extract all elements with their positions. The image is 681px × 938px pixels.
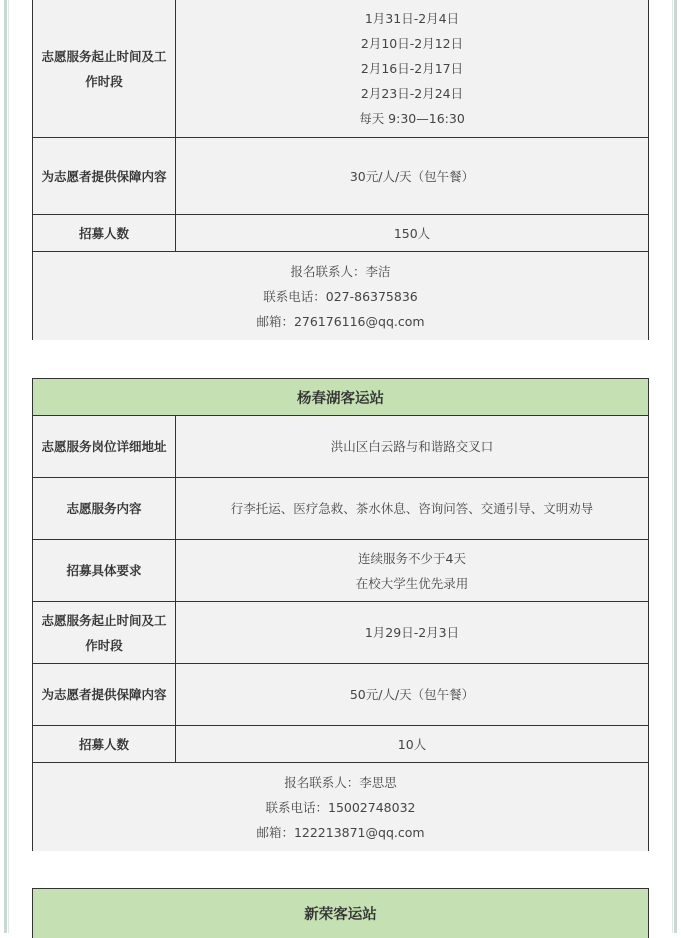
table-row	[32, 540, 649, 602]
requirement-text: 连续服务不少于4天	[358, 550, 466, 566]
row-label: 招募人数	[33, 726, 176, 762]
row-value	[176, 416, 648, 477]
date-range: 1月31日-2月4日	[364, 11, 460, 26]
section-spacer	[32, 340, 649, 378]
date-range: 2月10日-2月12日	[360, 36, 464, 51]
row-label: 志愿服务内容	[33, 478, 176, 539]
table-row	[32, 0, 649, 138]
table-row	[32, 664, 649, 726]
requirement-text: 在校大学生优先录用	[355, 575, 469, 591]
contact-info	[32, 252, 649, 340]
contact-phone[interactable]: 联系电话：15002748032	[265, 799, 416, 815]
row-value	[176, 664, 648, 725]
section-spacer	[32, 851, 649, 888]
table-row	[32, 215, 649, 252]
row-label: 招募人数	[33, 215, 176, 251]
page-frame-left	[4, 0, 7, 933]
address-text: 洪山区白云路与和谐路交叉口	[330, 439, 494, 454]
row-value	[176, 602, 648, 663]
table-row	[32, 478, 649, 540]
row-label: 为志愿者提供保障内容	[33, 138, 176, 214]
table-row	[32, 416, 649, 478]
row-label: 为志愿者提供保障内容	[33, 664, 176, 725]
row-label: 志愿服务岗位详细地址	[33, 416, 176, 477]
contact-email[interactable]: 邮箱：276176116@qq.com	[256, 313, 425, 329]
row-label: 志愿服务起止时间及工作时段	[33, 0, 176, 137]
contact-person: 报名联系人：李洁	[290, 263, 391, 279]
headcount-text: 10人	[397, 736, 427, 752]
station-title: 杨春湖客运站	[32, 378, 649, 416]
table-row	[32, 726, 649, 763]
page-frame-right-inner	[672, 0, 673, 933]
page-frame-left-inner	[8, 0, 9, 933]
row-label: 招募具体要求	[33, 540, 176, 601]
page-frame-right	[674, 0, 677, 933]
table-row	[32, 602, 649, 664]
table-row	[32, 138, 649, 215]
station-title: 新荣客运站	[32, 888, 649, 938]
row-value	[176, 540, 648, 601]
headcount-text: 150人	[393, 225, 431, 241]
row-value	[176, 0, 648, 137]
date-range: 2月23日-2月24日	[360, 86, 464, 101]
service-content-text: 行李托运、医疗急救、茶水休息、咨询问答、交通引导、文明劝导	[230, 501, 594, 516]
contact-phone[interactable]: 联系电话：027-86375836	[263, 288, 418, 304]
row-label: 志愿服务起止时间及工作时段	[33, 602, 176, 663]
row-value	[176, 215, 648, 251]
row-value	[176, 138, 648, 214]
contact-email[interactable]: 邮箱：122213871@qq.com	[256, 824, 425, 840]
subsidy-text: 50元/人/天（包午餐）	[349, 687, 475, 702]
subsidy-text: 30元/人/天（包午餐）	[349, 168, 475, 184]
row-value	[176, 726, 648, 762]
contact-person: 报名联系人：李思思	[284, 774, 397, 790]
row-value	[176, 478, 648, 539]
date-range: 1月29日-2月3日	[364, 625, 460, 640]
contact-info	[32, 763, 649, 851]
daily-hours: 每天 9:30—16:30	[359, 111, 465, 126]
date-range: 2月16日-2月17日	[360, 61, 464, 76]
